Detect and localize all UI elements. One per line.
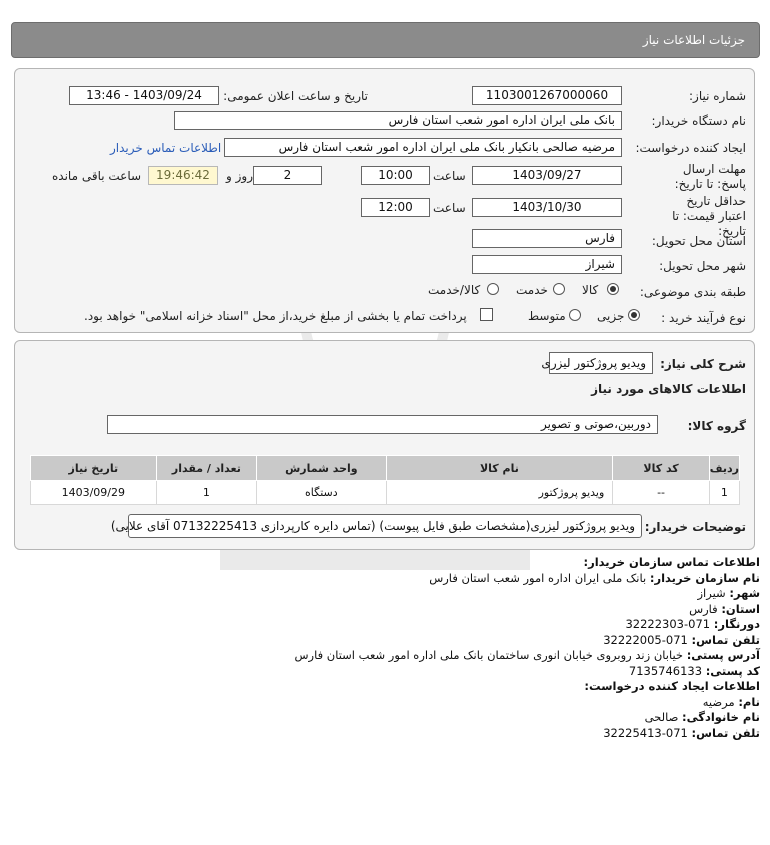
validity-date-field: 1403/10/30 bbox=[472, 198, 622, 217]
contact-province: استان: فارس bbox=[689, 601, 760, 616]
contact-city: شهر: شیراز bbox=[697, 586, 760, 600]
province-label: استان محل تحویل: bbox=[651, 234, 746, 248]
cell-code: -- bbox=[613, 481, 709, 505]
city-label: شهر محل تحویل: bbox=[659, 259, 746, 273]
cell-unit: دستگاه bbox=[257, 481, 386, 505]
process-small-radio[interactable] bbox=[628, 309, 640, 321]
col-row: ردیف bbox=[709, 456, 739, 481]
validity-time-field: 12:00 bbox=[361, 198, 430, 217]
cell-row: 1 bbox=[709, 481, 739, 505]
days-field: 2 bbox=[253, 166, 322, 185]
category-service-label: خدمت bbox=[516, 283, 548, 297]
category-label: طبقه بندی موضوعی: bbox=[639, 285, 746, 299]
table-row bbox=[31, 481, 740, 505]
buyer-notes-label: توضیحات خریدار: bbox=[644, 520, 746, 534]
deadline-time-label: ساعت bbox=[433, 169, 466, 183]
need-number-field: 1103001267000060 bbox=[472, 86, 622, 105]
col-unit: واحد شمارش bbox=[257, 456, 386, 481]
buyer-label: نام دستگاه خریدار: bbox=[651, 114, 746, 128]
deadline-label: مهلت ارسال پاسخ: تا تاریخ: bbox=[674, 162, 746, 191]
summary-label: شرح کلی نیاز: bbox=[660, 357, 746, 371]
contact-phone: تلفن تماس: 071-32222005 bbox=[603, 632, 760, 647]
remaining-label: ساعت باقی مانده bbox=[52, 169, 142, 183]
col-code: کد کالا bbox=[613, 456, 709, 481]
province-field: فارس bbox=[472, 229, 622, 248]
announce-label: تاریخ و ساعت اعلان عمومی: bbox=[223, 89, 368, 103]
goods-table bbox=[30, 455, 740, 505]
payment-note: پرداخت تمام یا بخشی از مبلغ خرید،از محل "اسناد خزانه اسلامی" خواهد بود. bbox=[84, 309, 467, 323]
cell-qty: 1 bbox=[156, 481, 257, 505]
category-both-radio[interactable] bbox=[487, 283, 499, 295]
contact-postal: کد پستی: 7135746133 bbox=[628, 663, 760, 678]
deadline-date-field: 1403/09/27 bbox=[472, 166, 622, 185]
goods-group-field: دوربین،صوتی و تصویر bbox=[107, 415, 658, 434]
cell-date: 1403/09/29 bbox=[31, 481, 157, 505]
creator-phone: تلفن تماس: 071-32225413 bbox=[603, 725, 760, 740]
creator-field: مرضیه صالحی بانکیار بانک ملی ایران اداره امور شعب استان فارس bbox=[224, 138, 622, 157]
goods-group-label: گروه کالا: bbox=[687, 419, 746, 433]
remaining-timer: 19:46:42 bbox=[148, 166, 218, 185]
buyer-contact-link[interactable]: اطلاعات تماس خریدار bbox=[110, 141, 222, 155]
deadline-time-field: 10:00 bbox=[361, 166, 430, 185]
process-medium-radio[interactable] bbox=[569, 309, 581, 321]
creator-family: نام خانوادگی: صالحی bbox=[644, 710, 760, 724]
category-goods-radio[interactable] bbox=[607, 283, 619, 295]
contact-org: نام سازمان خریدار: بانک ملی ایران اداره امور شعب استان فارس bbox=[429, 570, 760, 585]
process-small-label: جزیی bbox=[597, 309, 625, 323]
creator-name: نام: مرضیه bbox=[702, 694, 760, 709]
announce-field: 1403/09/24 - 13:46 bbox=[69, 86, 219, 105]
category-goods-label: کالا bbox=[582, 283, 599, 297]
summary-field: ویدیو پروژکتور لیزری bbox=[549, 352, 653, 374]
days-label: روز و bbox=[226, 169, 253, 183]
category-both-label: کالا/خدمت bbox=[428, 283, 481, 297]
col-date: تاریخ نیاز bbox=[31, 456, 157, 481]
col-name: نام کالا bbox=[386, 456, 613, 481]
page-title: جزئیات اطلاعات نیاز bbox=[642, 33, 745, 47]
contact-title: اطلاعات تماس سازمان خریدار: bbox=[583, 555, 760, 569]
contact-address: آدرس پستی: خیابان زند روبروی خیابان انوری ساختمان بانک ملی اداره امور شعب استان فارس bbox=[294, 648, 760, 662]
need-number-label: شماره نیاز: bbox=[689, 89, 746, 103]
treasury-payment-checkbox[interactable] bbox=[480, 308, 493, 321]
validity-time-label: ساعت bbox=[433, 201, 466, 215]
contact-section bbox=[20, 555, 760, 741]
validity-label: حداقل تاریخ اعتبار قیمت: تا تاریخ: bbox=[672, 194, 746, 238]
creator-title: اطلاعات ایجاد کننده درخواست: bbox=[584, 679, 760, 693]
page-header bbox=[11, 22, 760, 58]
contact-fax: دورنگار: 071-32222303 bbox=[625, 617, 760, 631]
goods-info-title: اطلاعات کالاهای مورد نیاز bbox=[591, 382, 746, 396]
city-field: شیراز bbox=[472, 255, 622, 274]
col-qty: تعداد / مقدار bbox=[156, 456, 257, 481]
cell-name: ویدیو پروژکتور bbox=[386, 481, 613, 505]
process-medium-label: متوسط bbox=[528, 309, 566, 323]
category-service-radio[interactable] bbox=[553, 283, 565, 295]
buyer-field: بانک ملی ایران اداره امور شعب استان فارس bbox=[174, 111, 622, 130]
buyer-notes-field: ویدیو پروژکتور لیزری(مشخصات طبق فایل پیوست) (تماس دایره کارپردازی 07132225413 آقای علایی) bbox=[128, 514, 642, 538]
creator-label: ایجاد کننده درخواست: bbox=[635, 141, 746, 155]
process-label: نوع فرآیند خرید : bbox=[661, 311, 746, 325]
